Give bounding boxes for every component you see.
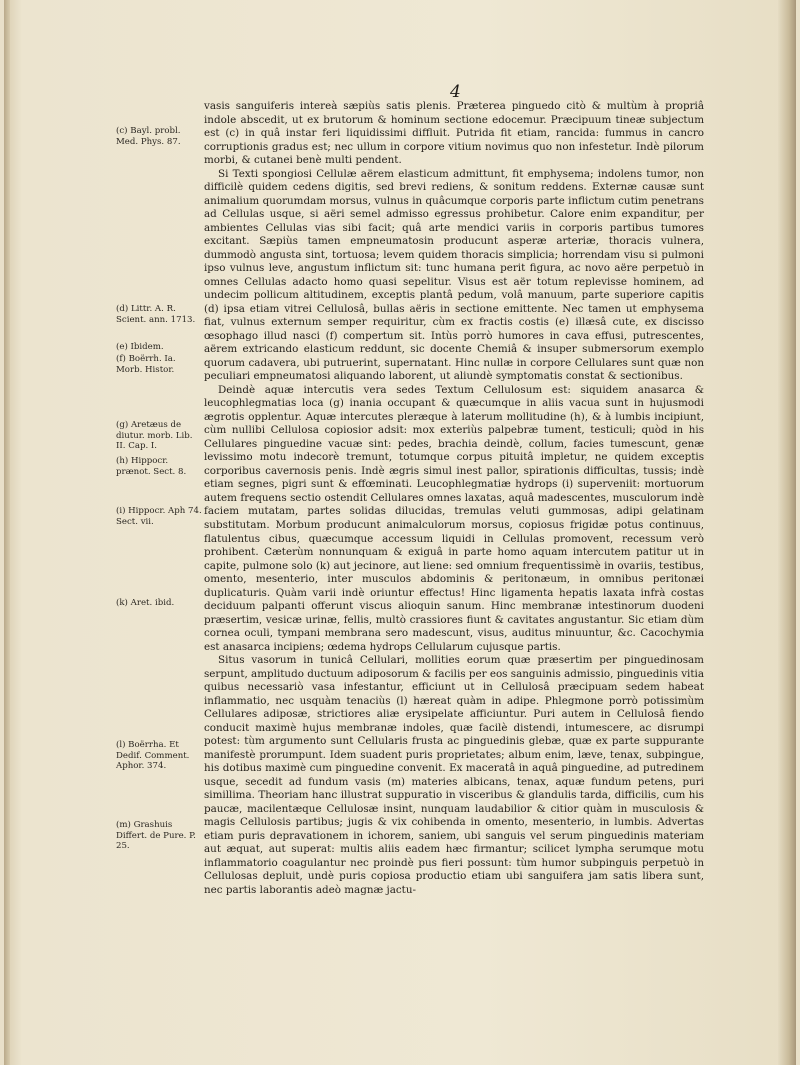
margin-note: (k) Aret. ibid. xyxy=(116,598,175,608)
margin-note: (e) Ibidem. xyxy=(116,342,164,352)
paragraph: vasis sanguiferis intereà sæpiùs satis plenis. Præterea pinguedo citò & multùm à propriâ indole abscedit, ut ex brutorum & hominum sectione edocemur. Præcipuum tineæ subjectum est (c) in quâ instar feri liquidissimi diffluit. Putrida fit etiam, rancida: fummus in cancro corruptionis gradus est; nec ullum in corpore vitium novimus quo non infestetur. Indè pilorum morbi, & cutanei benè multi pendent. xyxy=(204,100,704,167)
paragraph: Situs vasorum in tunicâ Cellulari, mollities eorum quæ præsertim per pinguedinosam serpunt, amplitudo ductuum adiposorum & facilis per eos sanguinis admissio, pinguedinis vitia quibus necessariò vasa infestantur, efficiunt ut in Cellulosâ præcipuam sedem habeat inflammatio, nec usquàm tenaciùs (l) hæreat quàm in adipe. Phlegmone porrò potissimùm Cellulares adiposæ, strictiores aliæ erysipelate afficiuntur. Puri autem in Cellulosâ fiendo conducit maximè hujus membranæ indoles, quæ facilè distendi, intumescere, ac disrumpi potest: tùm argumento sunt Cellularis frusta ac pinguedinis glebæ, quæ ex parte suppurante manifestè prorumpunt. Idem suadent puris proprietates; album enim, læve, tenax, subpingue, his dotibus maximè cum pinguedine convenit. Ex maceratâ in aquâ pinguedine, ad putredinem usque, secedit ad fundum vasis (m) materies albicans, tenax, aquæ fundum petens, puri simillima. Theoriam hanc illustrat suppuratio in visceribus & glandulis tarda, difficilis, cum his paucæ, macilentæque Cellulosæ insint, nunquam laudabilior & citior quàm in musculosis & magis Cellulosis partibus; jugis & vix cohibenda in omento, mesenterio, in lumbis. Advertas etiam puris depravationem in ichorem, saniem, ubi sanguis vel serum pinguedinis materiam aut æquat, aut superat: multis aliis eadem hæc firmantur; scilicet lympha serumque motu inflammatorio coagulantur nec proindè pus fieri possunt: tùm humor subpinguis perpetuò in Cellulosas depluit, undè puris copiosa productio etiam ubi sanguifera jam satis libera sunt, nec partis laborantis adeò magnæ jactu- xyxy=(204,654,704,896)
page-fore-edge xyxy=(778,0,796,1065)
book-page xyxy=(4,0,796,1065)
paragraph: Si Texti spongiosi Cellulæ aërem elasticum admittunt, fit emphysema; indolens tumor, non difficilè quidem cedens digitis, sed brevi rediens, & sonitum reddens. Externæ causæ sunt animalium quorumdam morsus, vulnus in quâcumque corporis parte inflictum cutim penetrans ad Cellulas usque, si aëri semel admisso egressus prohibetur. Calore enim expanditur, per ambientes Cellulas vias sibi facit; quâ arte mendici variis in corporis partibus tumores excitant. Sæpiùs tamen empneumatosin producunt asperæ arteriæ, thoracis vulnera, dummodò angusta sint, tortuosa; levem quidem thoracis simplicia; horrendam visu si pulmoni ipso vulnus leve, angustum inflictum sit: tunc humana perit figura, ac novo aëre perpetuò in omnes Cellulas adacto homo quasi sepelitur. Visus est aër totum replevisse hominem, ad undecim pollicum altitudinem, exceptis plantâ pedum, volâ manuum, parte superiore capitis (d) ipsa etiam vitrei Cellulosâ, bullas aëris in sectione emittente. Nec tamen ut emphysema fiat, vulnus externum semper requiritur, cùm ex fractis costis (e) illæsâ cute, ex discisso œsophago illud nasci (f) compertum sit. Intùs porrò humores in cava effusi, putrescentes, aërem extricando elasticum reddunt, sic docente Chemiâ & insuper submersorum exemplo quorum cadavera, ubi putruerint, supernatant. Hinc nullæ in corpore Cellulares sunt quæ non peculiari empneumatosi aliquando laborent, ut aliundè symptomatis constat & sectionibus. xyxy=(204,167,704,383)
margin-note: (g) Aretæus de diutur. morb. Lib. II. Cap. I. xyxy=(116,420,193,451)
margin-note: (c) Bayl. probl. Med. Phys. 87. xyxy=(116,126,181,147)
margin-note: (f) Boërrh. Ia. Morb. Histor. xyxy=(116,354,176,375)
page-gutter-edge xyxy=(4,0,10,1065)
margin-note: (d) Littr. A. R. Scient. ann. 1713. xyxy=(116,304,196,325)
margin-note: (h) Hippocr. prænot. Sect. 8. xyxy=(116,456,187,477)
margin-note: (m) Grashuis Differt. de Pure. P. 25. xyxy=(116,820,196,851)
paragraph: Deindè aquæ intercutis vera sedes Textum Cellulosum est: siquidem anasarca & leucophlegmatias loca (g) inania occupant & quæcumque in aliis vacua sunt in hujusmodi ægrotis opplentur. Aquæ intercutes pleræque à laterum mollitudine (h), & à lumbis incipiunt, cùm nullibi Cellulosa copiosior adsit: mox exteriùs palpebræ tument, testiculi; quòd in his Cellulares pinguedine vacuæ sint: pedes, brachia deindè, collum, facies tumescunt, genæ levissimo motu indecorè tremunt, totumque corpus pituitâ impletur, ne quidem exceptis corporibus cavernosis penis. Indè ægris simul inest pallor, spirationis difficultas, tussis; indè etiam segnes, pigri sunt & effœminati. Leucophlegmatiæ hydrops (i) superveniit: mortuorum autem frequens sectio ostendit Cellulares omnes laxatas, aquâ madescentes, musculorum indè faciem mutatam, partes solidas dilucidas, tremulas veluti gummosas, adipi gelatinam substitutam. Morbum producunt animalculorum morsus, copiosus frigidæ potus continuus, flatulentus cibus, quæcumque accessum liquidi in Cellulas promovent, recessum verò prohibent. Cæterùm nonnunquam & exiguâ in parte homo aquam intercutem patitur ut in capite, pulmone solo (k) aut jecinore, aut liene: sed omnium frequentissimè in ovariis, testibus, omento, mesenterio, inter musculos abdominis & peritonæum, in omnibus peritonæi duplicaturis. Quàm varii indè oriuntur effectus! Hinc ligamenta hepatis laxata infrà costas deciduum palpanti offerunt viscus alioquin sanum. Hinc membranæ intestinorum duodeni præsertim, vesicæ urinæ, fellis, multò crassiores fiunt & cavitates angustantur. Sic etiam dùm cornea oculi, tympani membrana sero madescunt, visus, auditus minuuntur, &c. Cacochymia est anasarca incipiens; œdema hydrops Cellularum cujusque partis. xyxy=(204,383,704,653)
margin-note: (i) Hippocr. Aph 74. Sect. vii. xyxy=(116,506,202,527)
body-text xyxy=(204,100,704,897)
margin-note: (l) Boërrha. Et Dedif. Comment. Aphor. 374. xyxy=(116,740,190,771)
page-number: 4 xyxy=(450,82,461,102)
